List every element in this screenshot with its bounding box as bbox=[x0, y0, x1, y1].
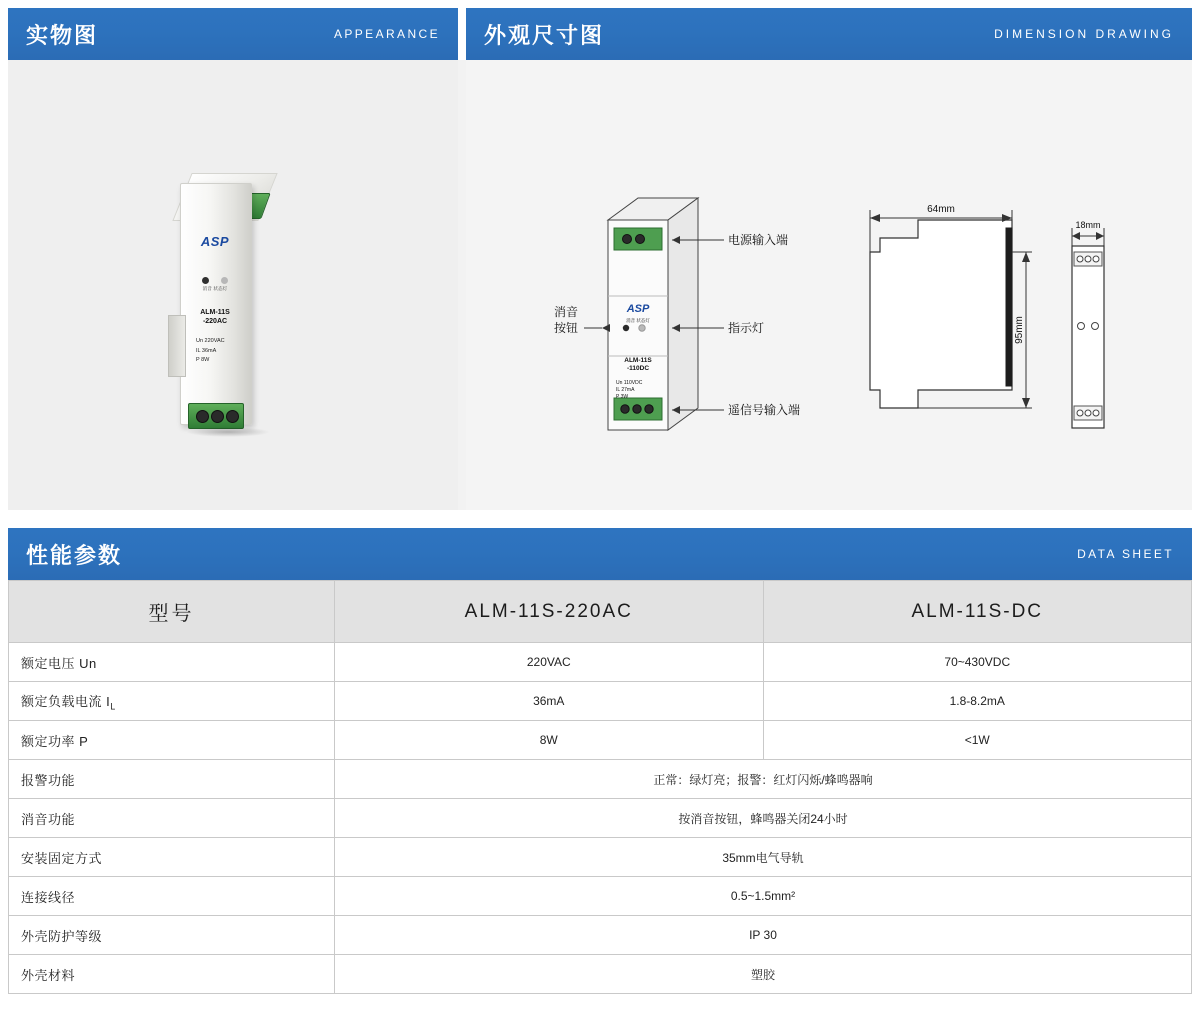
param-value-protection-degree: IP 30 bbox=[335, 916, 1192, 955]
param-label-protection-degree: 外壳防护等级 bbox=[9, 916, 335, 955]
led-caption: 消音 状态灯 bbox=[202, 285, 228, 291]
param-value-rated-load-current-ac: 36mA bbox=[335, 682, 764, 721]
din-rail-clip bbox=[168, 315, 186, 377]
datasheet-title-cn: 性能参数 bbox=[26, 542, 123, 568]
param-value-mounting: 35mm电气导轨 bbox=[335, 838, 1192, 877]
drawing-model-line2: -110DC bbox=[626, 365, 650, 372]
mute-button-icon bbox=[202, 277, 209, 284]
drawing-led-caption: 消音 状态灯 bbox=[626, 318, 650, 323]
device-face bbox=[188, 233, 242, 365]
param-label-mute-function: 消音功能 bbox=[9, 799, 335, 838]
dimension-drawing-zone bbox=[466, 60, 1192, 510]
dimension-drawing-svg bbox=[466, 60, 1200, 510]
dimension-panel bbox=[466, 8, 1192, 60]
drawing-spec-p: P 3W bbox=[616, 394, 629, 400]
column-header-model: 型号 bbox=[9, 581, 335, 643]
status-led-icon bbox=[221, 277, 228, 284]
device-photo bbox=[158, 165, 288, 440]
callout-mute-button-line2: 按钮 bbox=[554, 321, 579, 335]
table-row bbox=[9, 877, 1192, 916]
param-value-wire-gauge: 0.5~1.5mm² bbox=[335, 877, 1192, 916]
callout-mute-button-line1: 消音 bbox=[554, 305, 579, 319]
dimension-title-en: DIMENSION DRAWING bbox=[994, 27, 1174, 41]
appearance-title-cn: 实物图 bbox=[26, 22, 99, 48]
drawing-model-line1: ALM-11S bbox=[624, 357, 652, 364]
callout-indicator: 指示灯 bbox=[728, 321, 765, 335]
header-panels bbox=[0, 0, 1200, 60]
param-value-rated-voltage-ac: 220VAC bbox=[335, 643, 764, 682]
param-label-subscript: L bbox=[110, 701, 116, 712]
datasheet-section bbox=[8, 528, 1192, 994]
table-row bbox=[9, 799, 1192, 838]
param-value-housing-material: 塑胶 bbox=[335, 955, 1192, 994]
table-row bbox=[9, 721, 1192, 760]
appearance-panel bbox=[8, 8, 458, 60]
screw-icon bbox=[226, 410, 239, 423]
param-label-rated-power: 额定功率 P bbox=[9, 721, 335, 760]
dimension-header-bar bbox=[466, 8, 1192, 60]
param-value-rated-load-current-dc: 1.8-8.2mA bbox=[763, 682, 1192, 721]
screw-icon bbox=[211, 410, 224, 423]
table-row bbox=[9, 682, 1192, 721]
callout-remote-signal: 遥信号输入端 bbox=[728, 403, 801, 417]
drawing-brand-logo: ASP bbox=[626, 303, 650, 315]
column-header-dc: ALM-11S-DC bbox=[763, 581, 1192, 643]
dimension-width-label: 64mm bbox=[927, 204, 955, 215]
param-label-alarm-function: 报警功能 bbox=[9, 760, 335, 799]
brand-logo: ASP bbox=[200, 234, 230, 249]
table-row bbox=[9, 838, 1192, 877]
param-label-rated-voltage: 额定电压 Un bbox=[9, 643, 335, 682]
screw-icon bbox=[196, 410, 209, 423]
appearance-title-en: APPEARANCE bbox=[333, 27, 440, 41]
parameters-table bbox=[8, 580, 1192, 994]
device-spec-p: P 8W bbox=[196, 357, 210, 364]
appearance-header-bar bbox=[8, 8, 458, 60]
device-model-line1: ALM-11S bbox=[200, 308, 230, 316]
device-spec-il: IL 36mA bbox=[196, 347, 217, 354]
device-model-line2: -220AC bbox=[202, 318, 228, 326]
datasheet-title-en: DATA SHEET bbox=[1077, 547, 1174, 561]
table-row bbox=[9, 643, 1192, 682]
table-row bbox=[9, 760, 1192, 799]
param-value-rated-power-ac: 8W bbox=[335, 721, 764, 760]
param-label-housing-material: 外壳材料 bbox=[9, 955, 335, 994]
image-area bbox=[8, 60, 1192, 510]
param-value-rated-power-dc: <1W bbox=[763, 721, 1192, 760]
param-label-rated-load-current bbox=[9, 682, 335, 721]
column-header-ac: ALM-11S-220AC bbox=[335, 581, 764, 643]
param-value-rated-voltage-dc: 70~430VDC bbox=[763, 643, 1192, 682]
param-label-wire-gauge: 连接线径 bbox=[9, 877, 335, 916]
param-value-alarm-function: 正常：绿灯亮；报警：红灯闪烁/蜂鸣器响 bbox=[335, 760, 1192, 799]
device-shadow bbox=[186, 427, 270, 437]
drawing-spec-un: Un 110VDC bbox=[616, 380, 643, 386]
dimension-height-label: 95mm bbox=[1014, 316, 1025, 344]
drawing-spec-il: IL 27mA bbox=[616, 387, 635, 393]
led-indicators bbox=[188, 277, 242, 284]
param-value-mute-function: 按消音按钮，蜂鸣器关闭24小时 bbox=[335, 799, 1192, 838]
callout-power-input: 电源输入端 bbox=[728, 233, 789, 247]
device-bottom-terminal bbox=[188, 403, 244, 429]
dimension-depth-label: 18mm bbox=[1075, 220, 1101, 230]
table-header-row bbox=[9, 581, 1192, 643]
table-row bbox=[9, 916, 1192, 955]
dimension-title-cn: 外观尺寸图 bbox=[484, 22, 605, 48]
device-spec-un: Un 220VAC bbox=[196, 338, 225, 345]
param-label-text: 额定负载电流 I bbox=[21, 693, 111, 709]
param-label-mounting: 安装固定方式 bbox=[9, 838, 335, 877]
table-row bbox=[9, 955, 1192, 994]
datasheet-header-bar bbox=[8, 528, 1192, 580]
product-photo-zone bbox=[8, 60, 458, 510]
